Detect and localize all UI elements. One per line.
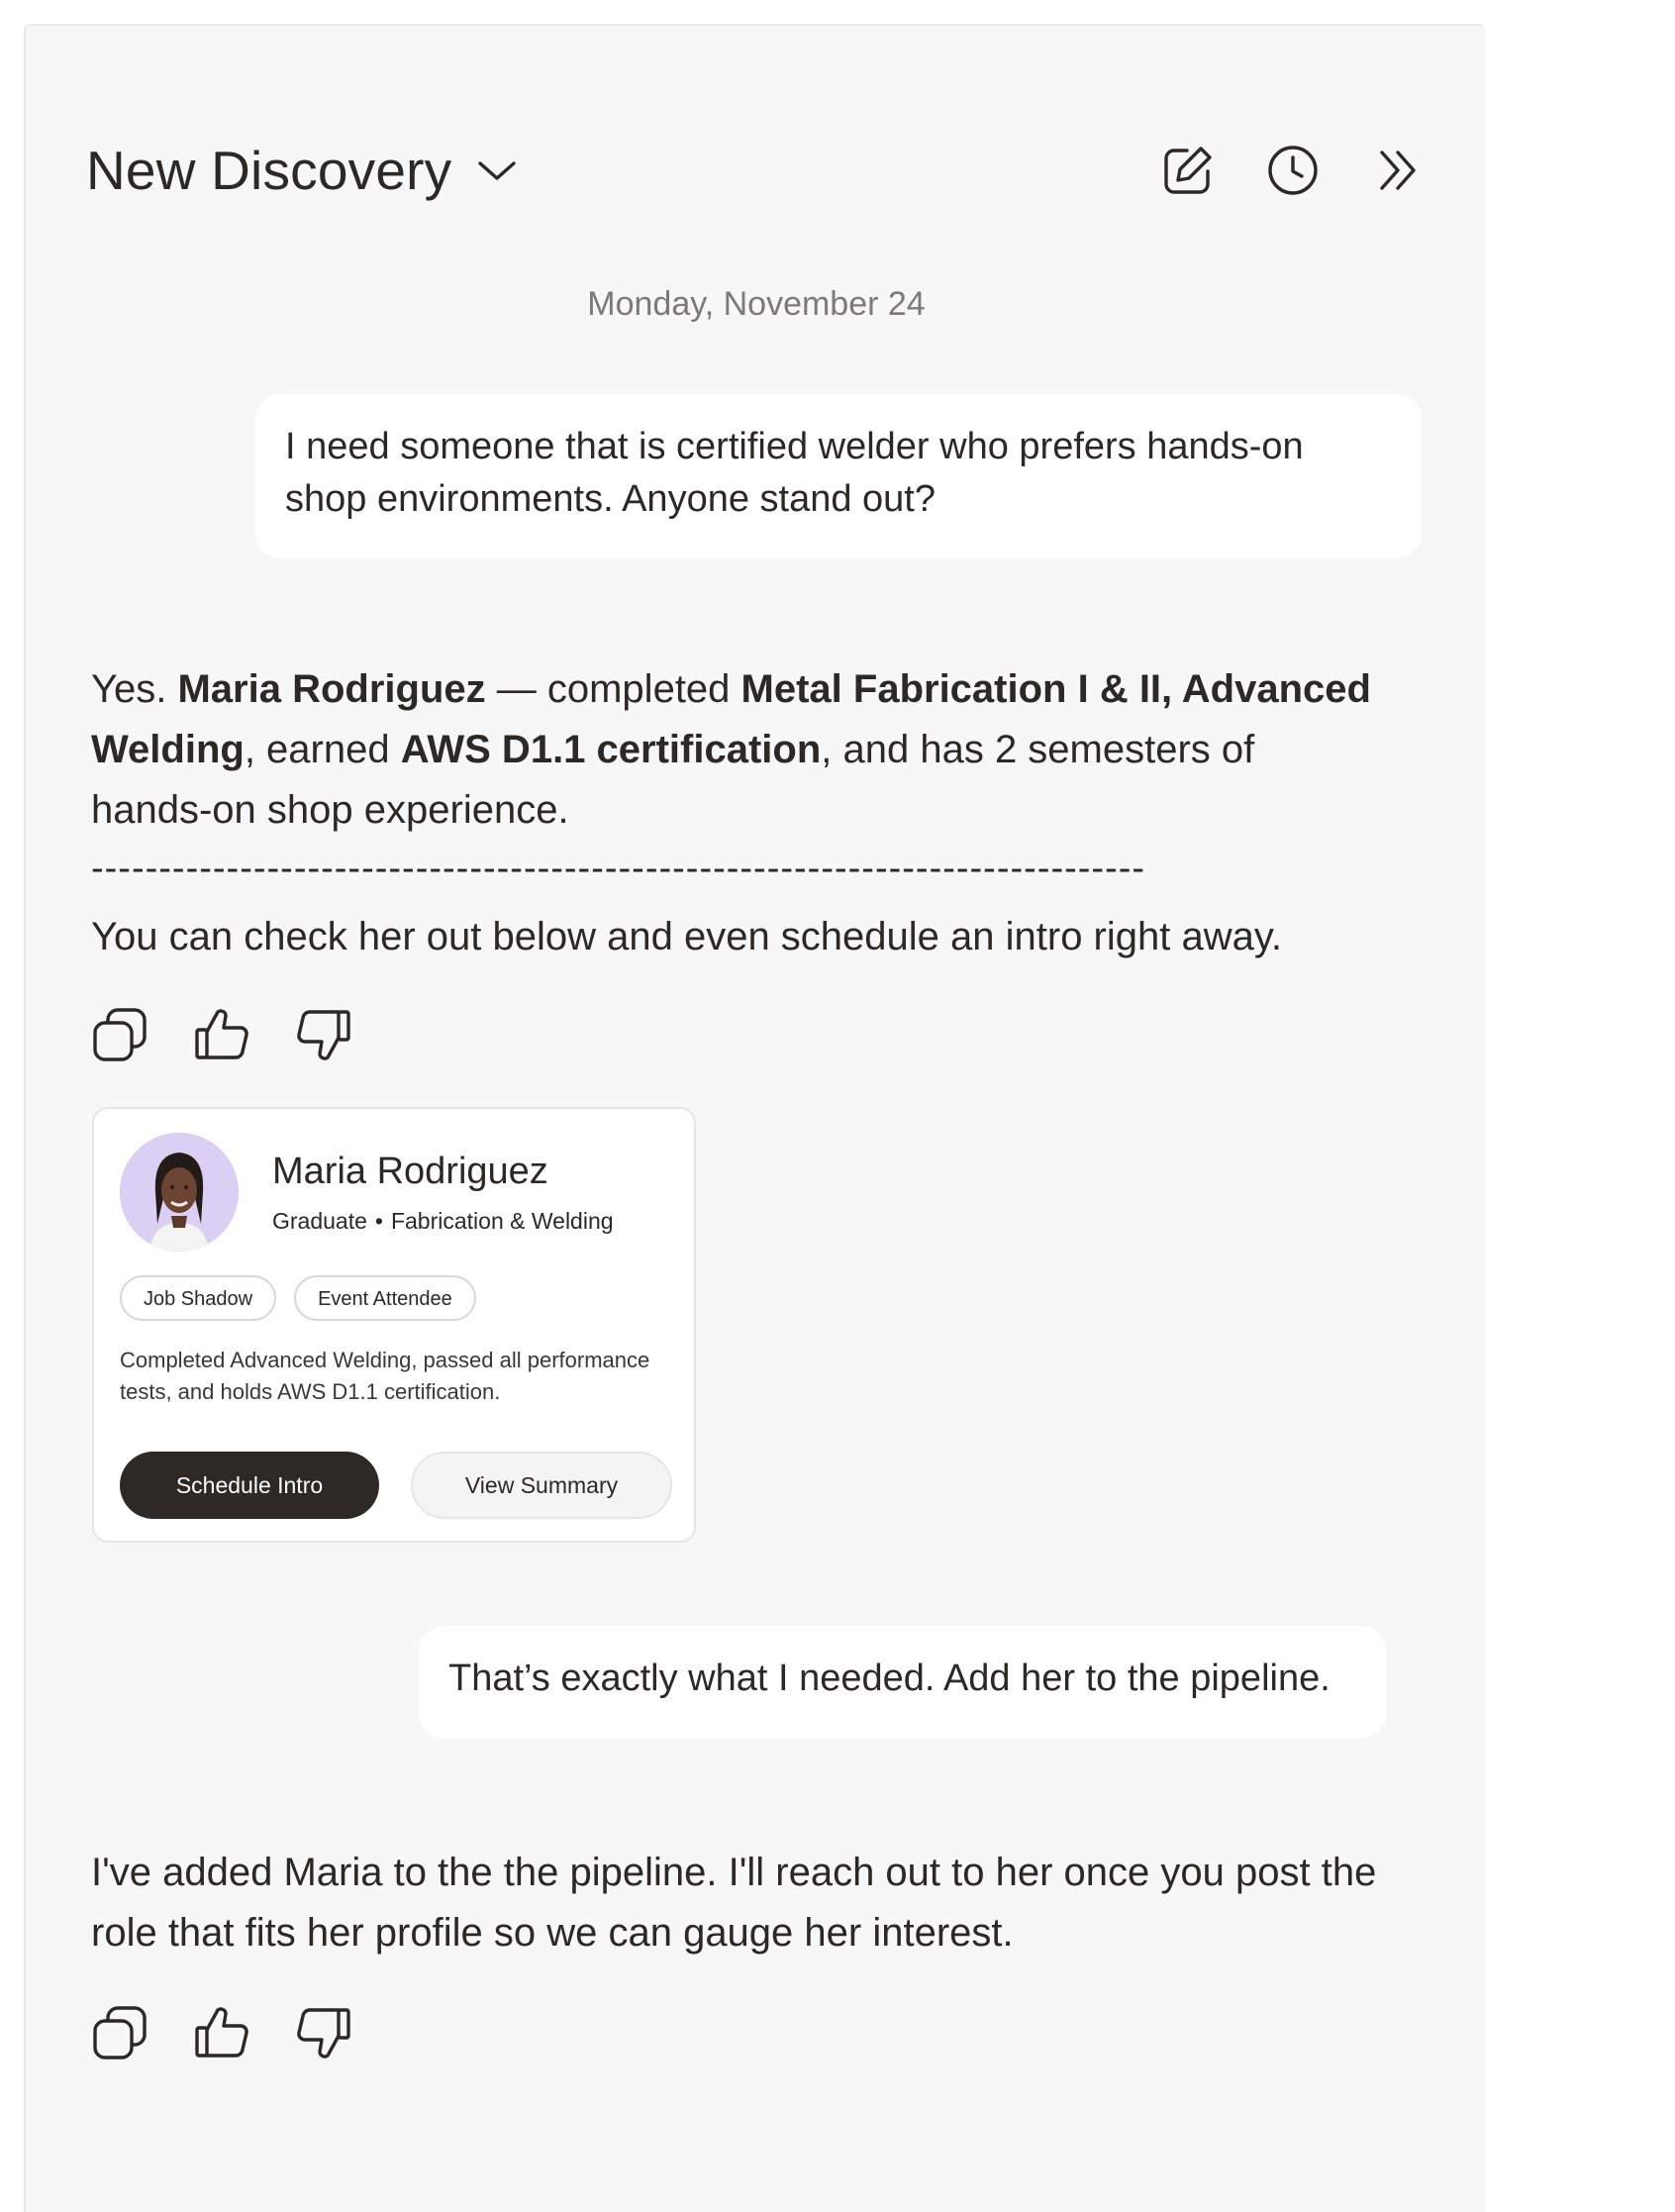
conversation-title-menu[interactable] (86, 139, 517, 202)
meta-separator: • (374, 1208, 383, 1234)
certification-highlight: AWS D1.1 certification (400, 728, 822, 771)
conversation-date: Monday, November 24 (587, 285, 926, 323)
assistant-followup: You can check her out below and even schedule an intro right away. (91, 915, 1283, 958)
assistant-text: Yes. (91, 667, 178, 711)
thumbs-up-icon[interactable] (193, 1006, 250, 1063)
message-actions (91, 2004, 352, 2061)
candidate-name-highlight: Maria Rodriguez (177, 667, 486, 711)
assistant-message (91, 659, 1378, 841)
chat-panel (24, 24, 1485, 2212)
assistant-text: , and has 2 semesters of hands-on shop experience. (91, 728, 1255, 832)
candidate-program: Fabrication & Welding (390, 1208, 614, 1234)
candidate-description: Completed Advanced Welding, passed all performance tests, and holds AWS D1.1 certification. (120, 1348, 650, 1404)
assistant-text: , earned (244, 728, 401, 771)
tag-job-shadow: Job Shadow (120, 1275, 276, 1321)
history-icon[interactable] (1265, 143, 1321, 198)
chevron-down-icon[interactable] (477, 159, 517, 188)
user-message (255, 394, 1422, 558)
page-title: New Discovery (86, 140, 452, 201)
edit-icon[interactable] (1160, 143, 1216, 198)
candidate-card (92, 1107, 696, 1543)
view-summary-button[interactable]: View Summary (411, 1452, 672, 1519)
candidate-meta (272, 1208, 614, 1235)
assistant-message: I've added Maria to the the pipeline. I'll reach out to her once you post the role that fits her profile so we can gauge her interest. (91, 1851, 1377, 1955)
schedule-intro-button[interactable]: Schedule Intro (120, 1452, 379, 1519)
assistant-text: — completed (485, 667, 741, 711)
thumbs-down-icon[interactable] (295, 2004, 352, 2061)
user-message (419, 1626, 1386, 1739)
copy-icon[interactable] (91, 1006, 148, 1063)
thumbs-up-icon[interactable] (193, 2004, 250, 2061)
user-message-text: That’s exactly what I needed. Add her to the pipeline. (448, 1658, 1330, 1699)
copy-icon[interactable] (91, 2004, 148, 2061)
collapse-panel-icon[interactable] (1370, 143, 1426, 198)
tag-event-attendee: Event Attendee (294, 1275, 476, 1321)
user-message-text: I need someone that is certified welder who prefers hands-on shop environments. Anyone stand out? (285, 426, 1304, 520)
candidate-status: Graduate (272, 1208, 367, 1234)
divider-line: ------------------------------------------------------------------------------ (91, 848, 1146, 889)
candidate-tags (120, 1275, 476, 1321)
thumbs-down-icon[interactable] (295, 1006, 352, 1063)
courses-highlight: Metal Fabrication I & II, Advanced Welding (91, 667, 1371, 771)
avatar (120, 1133, 239, 1252)
candidate-name: Maria Rodriguez (272, 1151, 548, 1192)
message-actions (91, 1006, 352, 1063)
